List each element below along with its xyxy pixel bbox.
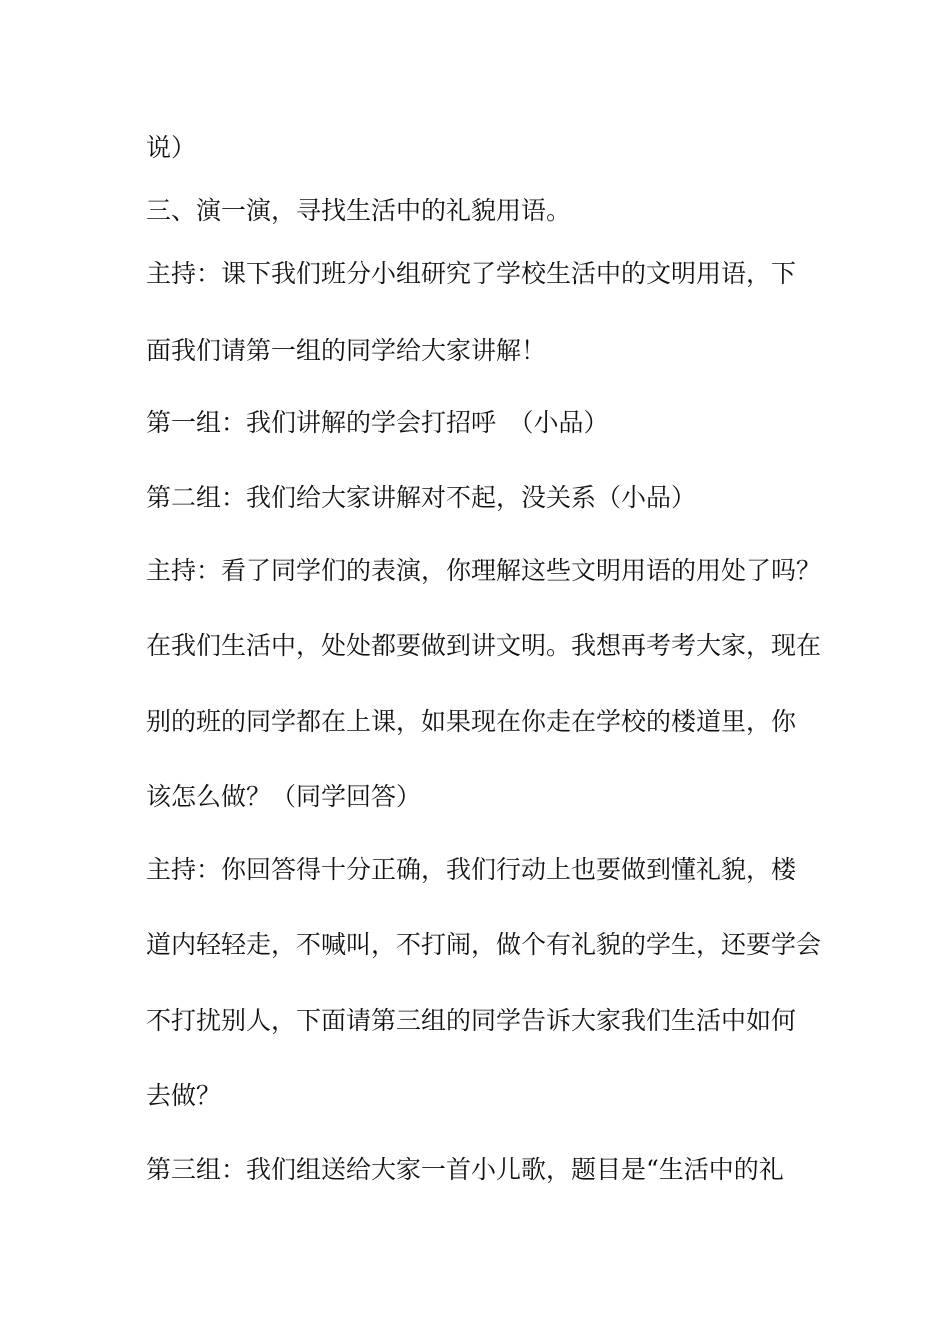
section-heading: 三、演一演，寻找生活中的礼貌用语。 bbox=[146, 196, 572, 225]
text-line: 第二组：我们给大家讲解对不起，没关系（小品） bbox=[146, 483, 697, 512]
text-line: 说） bbox=[146, 133, 197, 162]
text-line: 面我们请第一组的同学给大家讲解！ bbox=[146, 336, 547, 365]
text-line: 主持：你回答得十分正确，我们行动上也要做到懂礼貌，楼 bbox=[146, 855, 797, 884]
text-line: 别的班的同学都在上课，如果现在你走在学校的楼道里，你 bbox=[146, 707, 797, 736]
text-line: 在我们生活中，处处都要做到讲文明。我想再考考大家，现在 bbox=[146, 631, 822, 660]
text-line: 不打扰别人，下面请第三组的同学告诉大家我们生活中如何 bbox=[146, 1006, 797, 1035]
text-line: 去做？ bbox=[146, 1081, 222, 1110]
text-line: 第一组：我们讲解的学会打招呼 （小品） bbox=[146, 408, 609, 437]
text-line: 道内轻轻走，不喊叫，不打闹，做个有礼貌的学生，还要学会 bbox=[146, 930, 822, 959]
text-line: 主持：看了同学们的表演，你理解这些文明用语的用处了吗？ bbox=[146, 556, 822, 585]
text-line: 主持：课下我们班分小组研究了学校生活中的文明用语，下 bbox=[146, 259, 797, 288]
text-line: 该怎么做？（同学回答） bbox=[146, 782, 422, 811]
text-line: 第三组：我们组送给大家一首小儿歌，题目是“生活中的礼 bbox=[146, 1155, 784, 1184]
